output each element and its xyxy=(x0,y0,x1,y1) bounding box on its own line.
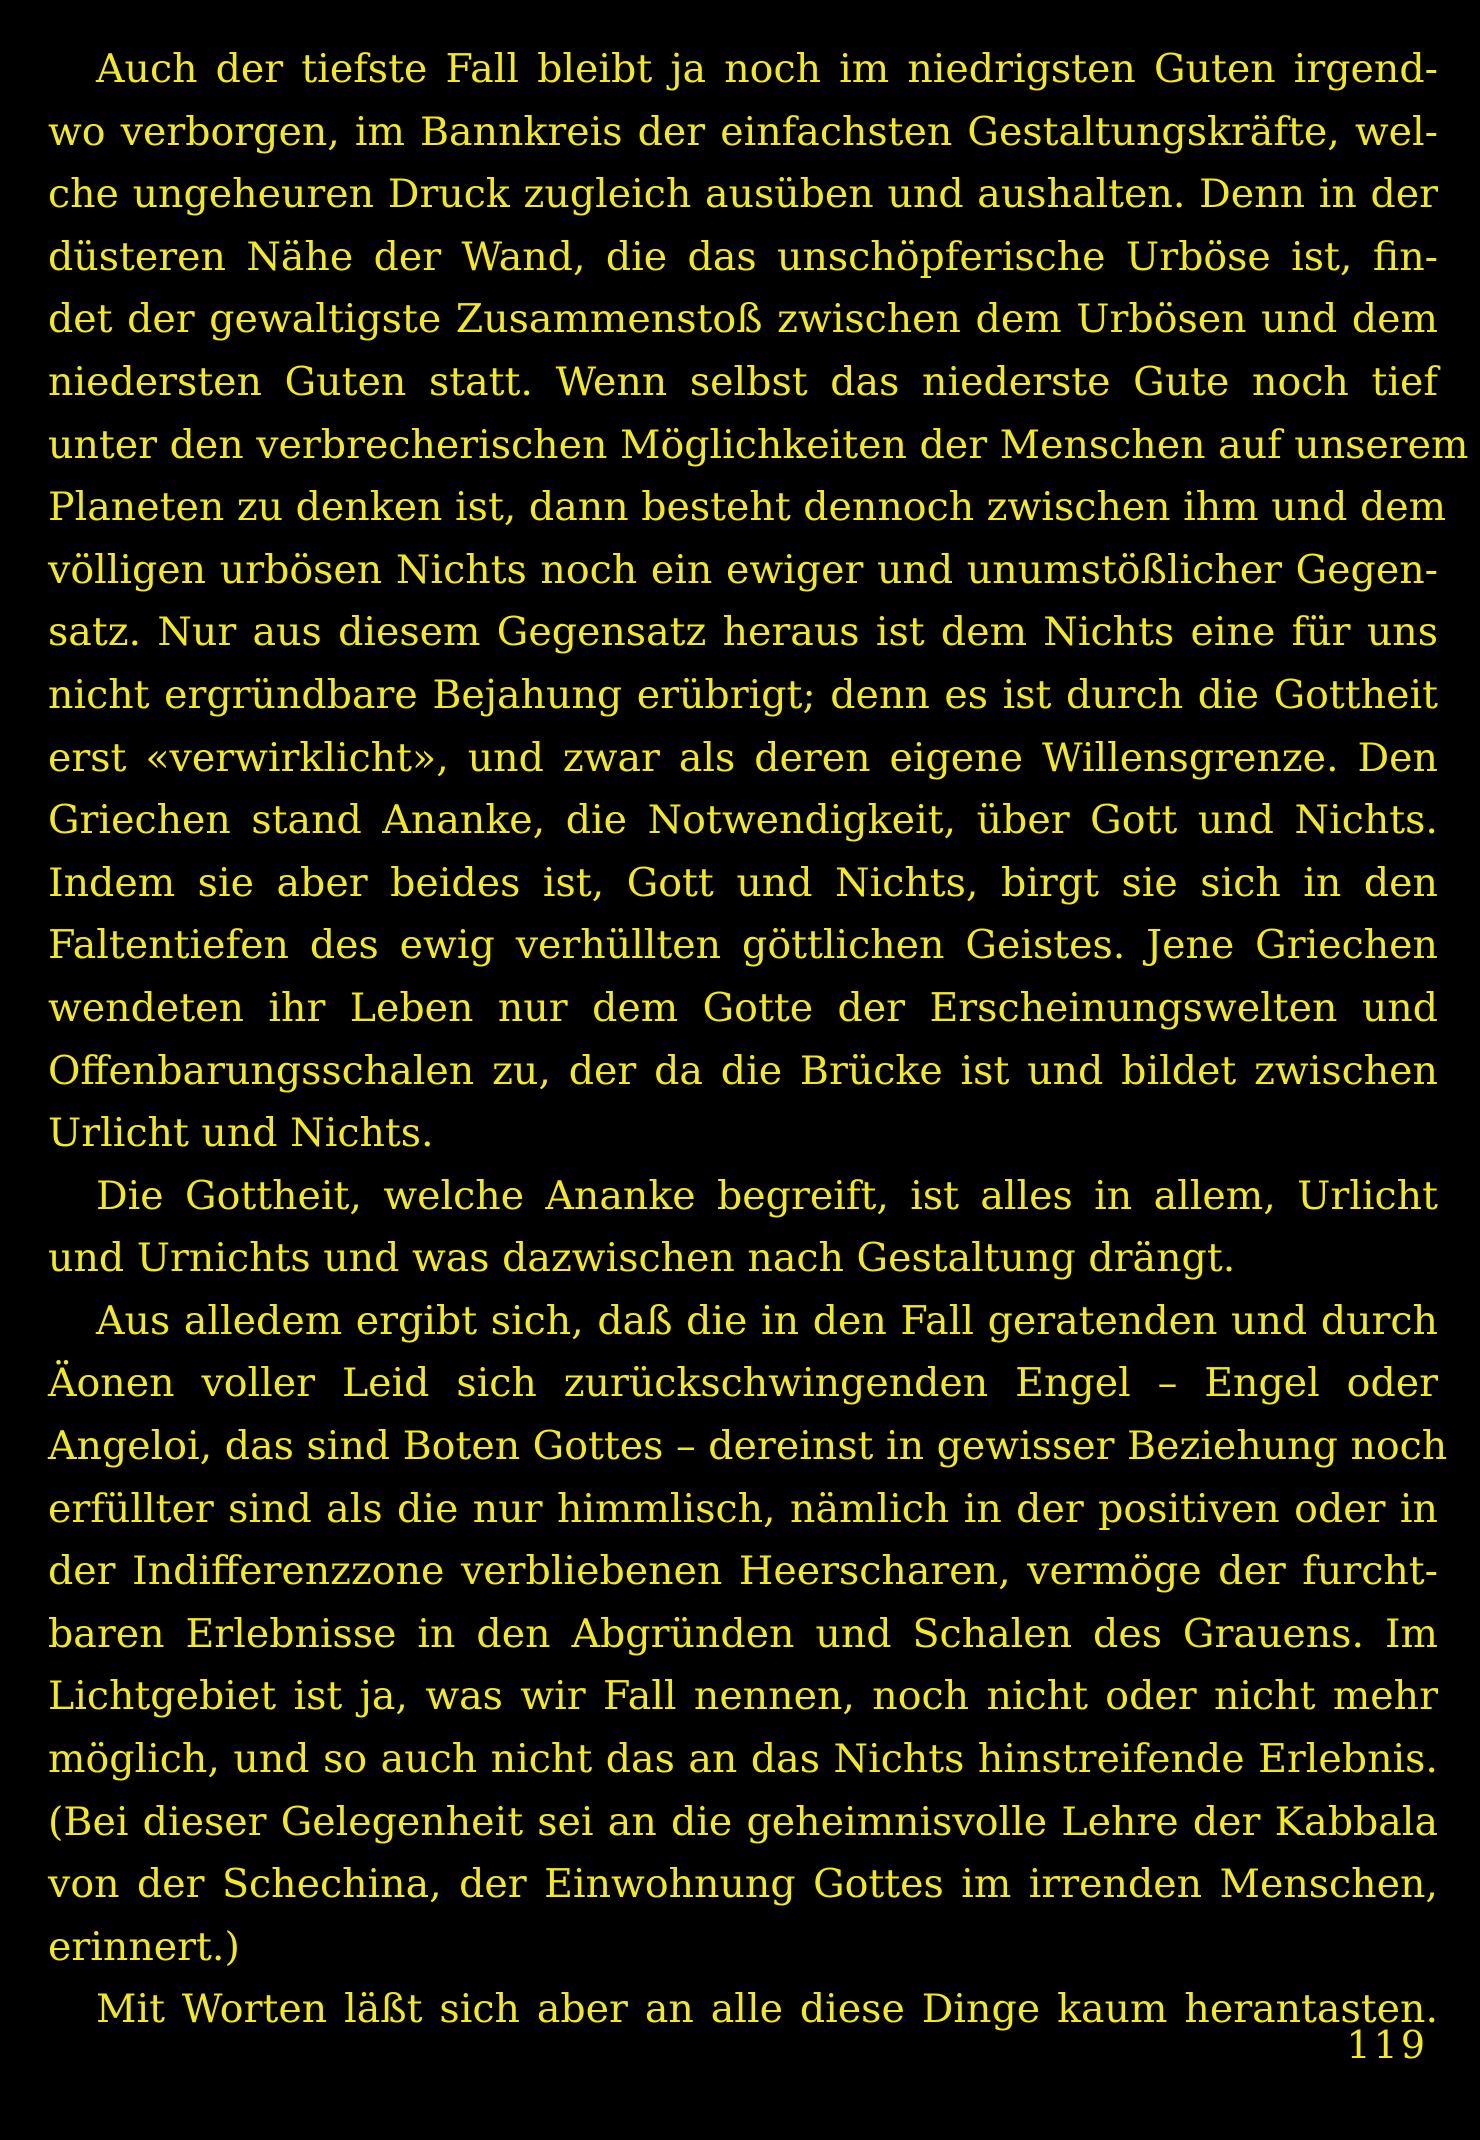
text-line: erst «verwirklicht», und zwar als deren eigene Willensgrenze. Den xyxy=(48,734,1438,781)
text-line: Die Gottheit, welche Ananke begreift, ist alles in allem, Urlicht xyxy=(96,1172,1438,1219)
page-number: 119 xyxy=(1346,2023,1428,2067)
text-line: satz. Nur aus diesem Gegensatz heraus ist dem Nichts eine für uns xyxy=(48,609,1438,656)
text-line: wendeten ihr Leben nur dem Gotte der Erscheinungswelten und xyxy=(48,984,1438,1031)
text-line: erinnert.) xyxy=(48,1923,240,1970)
text-line: Offenbarungsschalen zu, der da die Brücke ist und bildet zwischen xyxy=(48,1047,1438,1094)
text-line: det der gewaltigste Zusammenstoß zwischen dem Urbösen und dem xyxy=(48,296,1438,343)
text-line: Angeloi, das sind Boten Gottes – dereinst in gewisser Beziehung noch xyxy=(48,1423,1448,1470)
text-line: Planeten zu denken ist, dann besteht dennoch zwischen ihm und dem xyxy=(48,484,1447,531)
text-line: völligen urbösen Nichts noch ein ewiger und unumstößlicher Gegen- xyxy=(48,546,1438,593)
text-line: unter den verbrecherischen Möglichkeiten der Menschen auf unserem xyxy=(48,421,1469,468)
text-line: nicht ergründbare Bejahung erübrigt; denn es ist durch die Gottheit xyxy=(48,671,1438,718)
text-line: der Indifferenzzone verbliebenen Heerscharen, vermöge der furcht- xyxy=(48,1548,1438,1595)
text-line: Mit Worten läßt sich aber an alle diese Dinge kaum herantasten. xyxy=(96,1986,1438,2033)
text-line: düsteren Nähe der Wand, die das unschöpferische Urböse ist, fin- xyxy=(48,233,1438,280)
paragraph xyxy=(48,1165,1438,1290)
paragraph xyxy=(48,38,1469,1165)
paragraph xyxy=(48,1978,1438,2041)
body-text xyxy=(48,38,1469,2041)
text-line: Faltentiefen des ewig verhüllten göttlichen Geistes. Jene Griechen xyxy=(48,922,1438,969)
text-line: möglich, und so auch nicht das an das Nichts hinstreifende Erlebnis. xyxy=(48,1736,1438,1783)
text-line: che ungeheuren Druck zugleich ausüben und aushalten. Denn in der xyxy=(48,171,1438,218)
text-line: Äonen voller Leid sich zurückschwingenden Engel – Engel oder xyxy=(48,1360,1438,1407)
text-line: Urlicht und Nichts. xyxy=(48,1110,434,1157)
text-line: Aus alledem ergibt sich, daß die in den Fall geratenden und durch xyxy=(96,1297,1438,1344)
text-line: von der Schechina, der Einwohnung Gottes im irrenden Menschen, xyxy=(48,1861,1438,1908)
text-line: wo verborgen, im Bannkreis der einfachsten Gestaltungskräfte, wel- xyxy=(48,108,1438,155)
text-line: Indem sie aber beides ist, Gott und Nichts, birgt sie sich in den xyxy=(48,859,1438,906)
text-line: erfüllter sind als die nur himmlisch, nämlich in der positiven oder in xyxy=(48,1485,1438,1532)
text-line: und Urnichts und was dazwischen nach Gestaltung drängt. xyxy=(48,1235,1236,1282)
text-line: (Bei dieser Gelegenheit sei an die geheimnisvolle Lehre der Kabbala xyxy=(48,1798,1438,1845)
text-line: baren Erlebnisse in den Abgründen und Schalen des Grauens. Im xyxy=(48,1610,1438,1657)
text-line: niedersten Guten statt. Wenn selbst das niederste Gute noch tief xyxy=(48,358,1438,405)
text-line: Auch der tiefste Fall bleibt ja noch im niedrigsten Guten irgend- xyxy=(96,46,1438,92)
paragraph xyxy=(48,1290,1448,1979)
text-line: Griechen stand Ananke, die Notwendigkeit, über Gott und Nichts. xyxy=(48,797,1438,844)
text-line: Lichtgebiet ist ja, was wir Fall nennen, noch nicht oder nicht mehr xyxy=(48,1673,1438,1720)
